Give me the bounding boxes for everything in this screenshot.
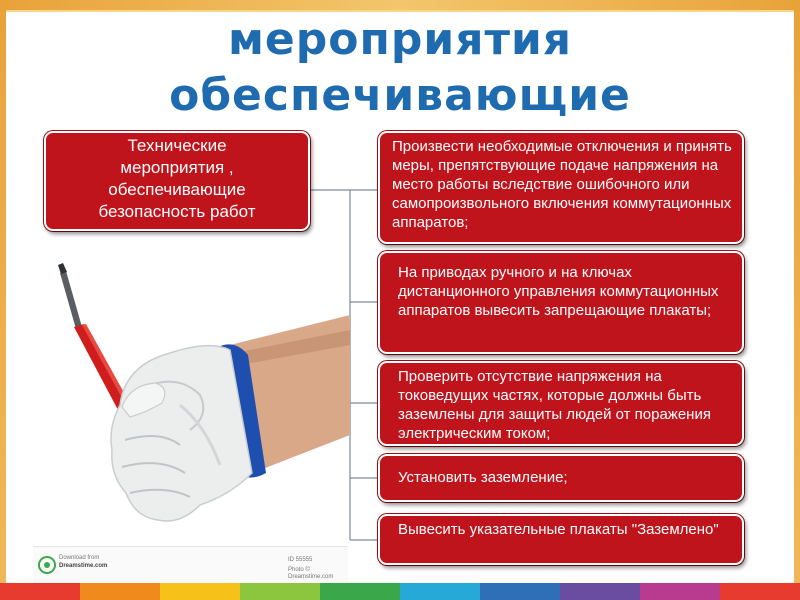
gloved-hand-screwdriver-image: [30, 235, 350, 580]
strip-segment: [320, 583, 400, 600]
watermark-id: ID 55555: [288, 557, 313, 563]
main-box-line-1: Технические: [127, 136, 227, 155]
strip-segment: [640, 583, 720, 600]
title-line-2: обеспечивающие: [169, 70, 631, 121]
white-glove: [111, 346, 252, 521]
main-box-line-4: безопасность работ: [98, 202, 256, 221]
main-box-line-3: обеспечивающие: [108, 180, 246, 199]
watermark-site: Dreamstime.com: [59, 563, 108, 569]
measure-item-disconnect: Произвести необходимые отключения и принять меры, препятствующие подаче напряжения на место работы вследствие ошибочного или самопроизвольного включения коммутационных аппаратов;: [378, 131, 744, 244]
main-box-line-2: мероприятия ,: [120, 158, 234, 177]
strip-segment: [240, 583, 320, 600]
strip-segment: [160, 583, 240, 600]
bottom-color-strip: [0, 583, 800, 600]
stock-watermark: [33, 546, 348, 583]
measure-item-grounded-posters: Вывесить указательные плакаты "Заземлено": [378, 514, 744, 565]
dreamstime-logo-icon: [37, 555, 57, 575]
measure-item-prohibiting-posters: На приводах ручного и на ключах дистанционного управления коммутационных аппаратов вывесить запрещающие плакаты;: [378, 251, 744, 354]
measure-item-grounding: Установить заземление;: [378, 454, 744, 502]
watermark-download-from: Download from: [59, 555, 100, 561]
measure-item-check-voltage: Проверить отсутствие напряжения на токоведущих частях, которые должны быть заземлены для защиты людей от поражения электрическим током;: [378, 361, 744, 446]
strip-segment: [0, 583, 80, 600]
strip-segment: [480, 583, 560, 600]
watermark-credit: Photo © Dreamstime.com: [288, 567, 334, 580]
title-line-1: мероприятия: [227, 14, 573, 65]
screwdriver-shaft: [60, 271, 82, 329]
strip-segment: [80, 583, 160, 600]
strip-segment: [560, 583, 640, 600]
strip-segment: [400, 583, 480, 600]
screwdriver-tip: [58, 263, 67, 274]
technical-measures-box: [44, 131, 310, 231]
strip-segment: [720, 583, 800, 600]
